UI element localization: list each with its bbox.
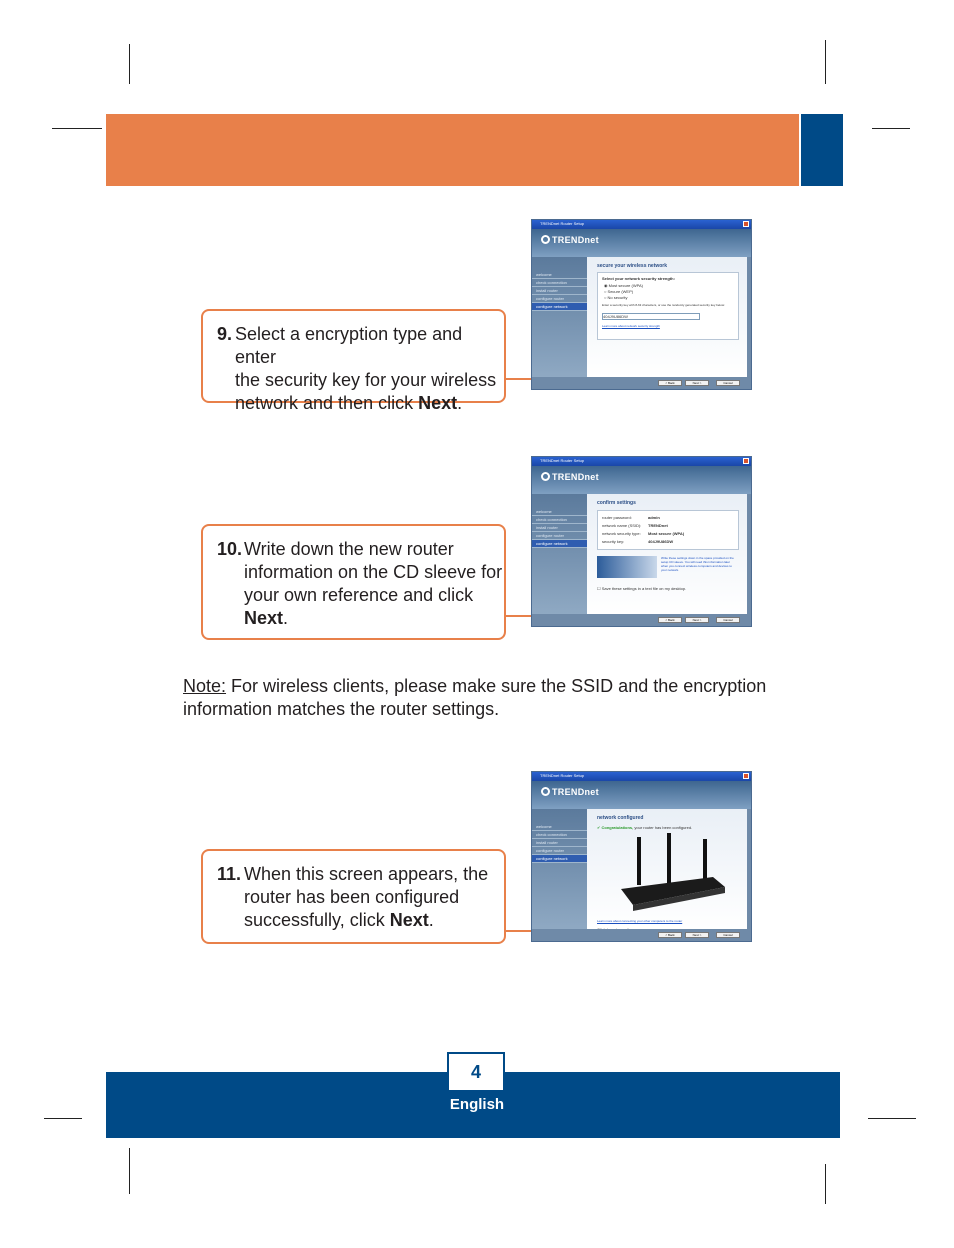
step-text-line: When this screen appears, the [244, 864, 489, 884]
sidebar-item-install-router: install router [532, 839, 587, 847]
step-text-line: Write down the new router [244, 539, 454, 559]
window-title: TRENDnet Router Setup [540, 221, 585, 226]
crop-mark [129, 1148, 130, 1194]
step-text-line: router has been configured [244, 887, 460, 907]
crop-mark [825, 40, 826, 84]
settings-value: admin [648, 515, 660, 520]
screenshot-secure-network: TRENDnet Router Setup TRENDnet welcome check connection install router configure router configure network secure your wireless network Select your network security strength: ◉ Most secure (WPA) ○ Secure (WEP) ○ No security Enter a security key with 8-63 characters, or use the randomly generated security key below: 404J9U86DW Learn more about network security strength < Back Next > Cancel [531, 219, 752, 390]
option-none: No security [607, 295, 628, 300]
step-bold: Next [244, 608, 284, 628]
sidebar-item-configure-router: configure router [532, 532, 587, 540]
cd-sleeve-info: Write these settings down in the space provided on the setup CD sleeve. You will need this information later when you connect wireless computers and devices to your network. [661, 556, 734, 572]
security-heading: Select your network security strength: [602, 276, 675, 281]
step-number: 11. [217, 864, 242, 884]
trendnet-logo: TRENDnet [541, 787, 599, 797]
screenshot-confirm-settings: TRENDnet Router Setup TRENDnet welcome check connection install router configure router configure network confirm settings router password: admin network name (SSID): TRENDnet network security type: Most secure (WPA) security key: 404J9U86DW Write these settings down in the space provided on the setup CD sleeve. You will need this information later when you connect wireless computers and devices to your network. ☐ Save these settings in a text file on my desktop. < Back Next > Cancel [531, 456, 752, 627]
step-tail: . [283, 608, 289, 628]
learn-more-link[interactable]: Learn more about connecting your other computers to the router [597, 919, 683, 923]
step-number: 10. [217, 539, 243, 559]
screen-title: secure your wireless network [597, 263, 668, 269]
step-bold: Next [418, 393, 458, 413]
sidebar [532, 494, 587, 614]
step-tail: . [457, 393, 463, 413]
step-text-line: Select a encryption type and enter [235, 324, 463, 367]
back-button[interactable]: < Back [658, 932, 682, 938]
sidebar [532, 257, 587, 377]
next-button[interactable]: Next > [685, 617, 709, 623]
sidebar-item-install-router: install router [532, 524, 587, 532]
security-learn-link[interactable]: Learn more about network security strength [602, 324, 660, 328]
congrats-text: your router has been configured. [633, 825, 693, 830]
cancel-button[interactable]: Cancel [716, 380, 740, 386]
crop-mark [868, 1118, 916, 1119]
sidebar-item-install-router: install router [532, 287, 587, 295]
sidebar-item-configure-router: configure router [532, 295, 587, 303]
settings-value: Most secure (WPA) [648, 531, 685, 536]
note-paragraph [183, 675, 803, 721]
header-bar [106, 114, 799, 186]
crop-mark [872, 128, 910, 129]
close-icon[interactable] [743, 773, 749, 779]
option-wep: Secure (WEP) [607, 289, 634, 294]
settings-label: security key: [602, 539, 625, 544]
option-wpa: Most secure (WPA) [608, 283, 643, 288]
key-hint: Enter a security key with 8-63 characters, or use the randomly generated security key below: [602, 303, 725, 307]
settings-label: router password: [602, 515, 632, 520]
cancel-button[interactable]: Cancel [716, 617, 740, 623]
settings-value: TRENDnet [648, 523, 668, 528]
back-button[interactable]: < Back [658, 617, 682, 623]
congrats-label: Congratulations, [601, 825, 634, 830]
step-number: 9. [217, 324, 233, 344]
screenshot-network-configured [531, 771, 752, 942]
cd-sleeve-image [597, 556, 657, 578]
close-icon[interactable] [743, 458, 749, 464]
router-image [617, 833, 727, 915]
sidebar-item-configure-network: configure network [532, 303, 587, 311]
next-button[interactable]: Next > [685, 380, 709, 386]
step-9-callout [201, 309, 506, 413]
window-title: TRENDnet Router Setup [540, 773, 585, 778]
settings-value: 404J9U86DW [648, 539, 674, 544]
step-text-line: successfully, click [244, 910, 390, 930]
back-button[interactable]: < Back [658, 380, 682, 386]
step-11-callout [201, 849, 506, 944]
note-label: Note: [183, 676, 227, 696]
header-tab [801, 114, 843, 186]
screen-title: network configured [597, 815, 644, 821]
crop-mark [52, 128, 102, 129]
sidebar [532, 809, 587, 929]
trendnet-logo: TRENDnet [541, 235, 599, 245]
sidebar-item-configure-router: configure router [532, 847, 587, 855]
next-button[interactable]: Next > [685, 932, 709, 938]
page-language: English [449, 1096, 505, 1113]
security-key-input[interactable]: 404J9U86DW [602, 313, 700, 320]
close-icon[interactable] [743, 221, 749, 227]
sidebar-item-welcome: welcome [532, 271, 587, 279]
step-text-line: network and then click [235, 393, 419, 413]
screen-title: confirm settings [597, 500, 636, 506]
step-text-line: the security key for your wireless [235, 370, 497, 390]
check-icon: ✔ [597, 825, 601, 830]
step-text-line: your own reference and click [244, 585, 474, 605]
sidebar-item-check-connection: check connection [532, 516, 587, 524]
window-title: TRENDnet Router Setup [540, 458, 585, 463]
save-settings-checkbox[interactable]: Save these settings in a text file on my desktop. [601, 586, 687, 591]
step-text-line: information on the CD sleeve for [244, 562, 503, 582]
step-tail: . [428, 910, 434, 930]
cancel-button[interactable]: Cancel [716, 932, 740, 938]
sidebar-item-configure-network: configure network [532, 855, 587, 863]
settings-label: network name (SSID): [602, 523, 642, 528]
crop-mark [129, 44, 130, 84]
sidebar-item-configure-network: configure network [532, 540, 587, 548]
trendnet-logo: TRENDnet [541, 472, 599, 482]
note-text: For wireless clients, please make sure the SSID and the encryption information matches the router settings. [183, 676, 767, 719]
crop-mark [825, 1164, 826, 1204]
sidebar-item-check-connection: check connection [532, 279, 587, 287]
step-10-callout [201, 524, 506, 640]
step-bold: Next [389, 910, 429, 930]
crop-mark [44, 1118, 82, 1119]
sidebar-item-check-connection: check connection [532, 831, 587, 839]
settings-label: network security type: [602, 531, 641, 536]
sidebar-item-welcome: welcome [532, 508, 587, 516]
sidebar-item-welcome: welcome [532, 823, 587, 831]
page-number: 4 [447, 1052, 505, 1092]
